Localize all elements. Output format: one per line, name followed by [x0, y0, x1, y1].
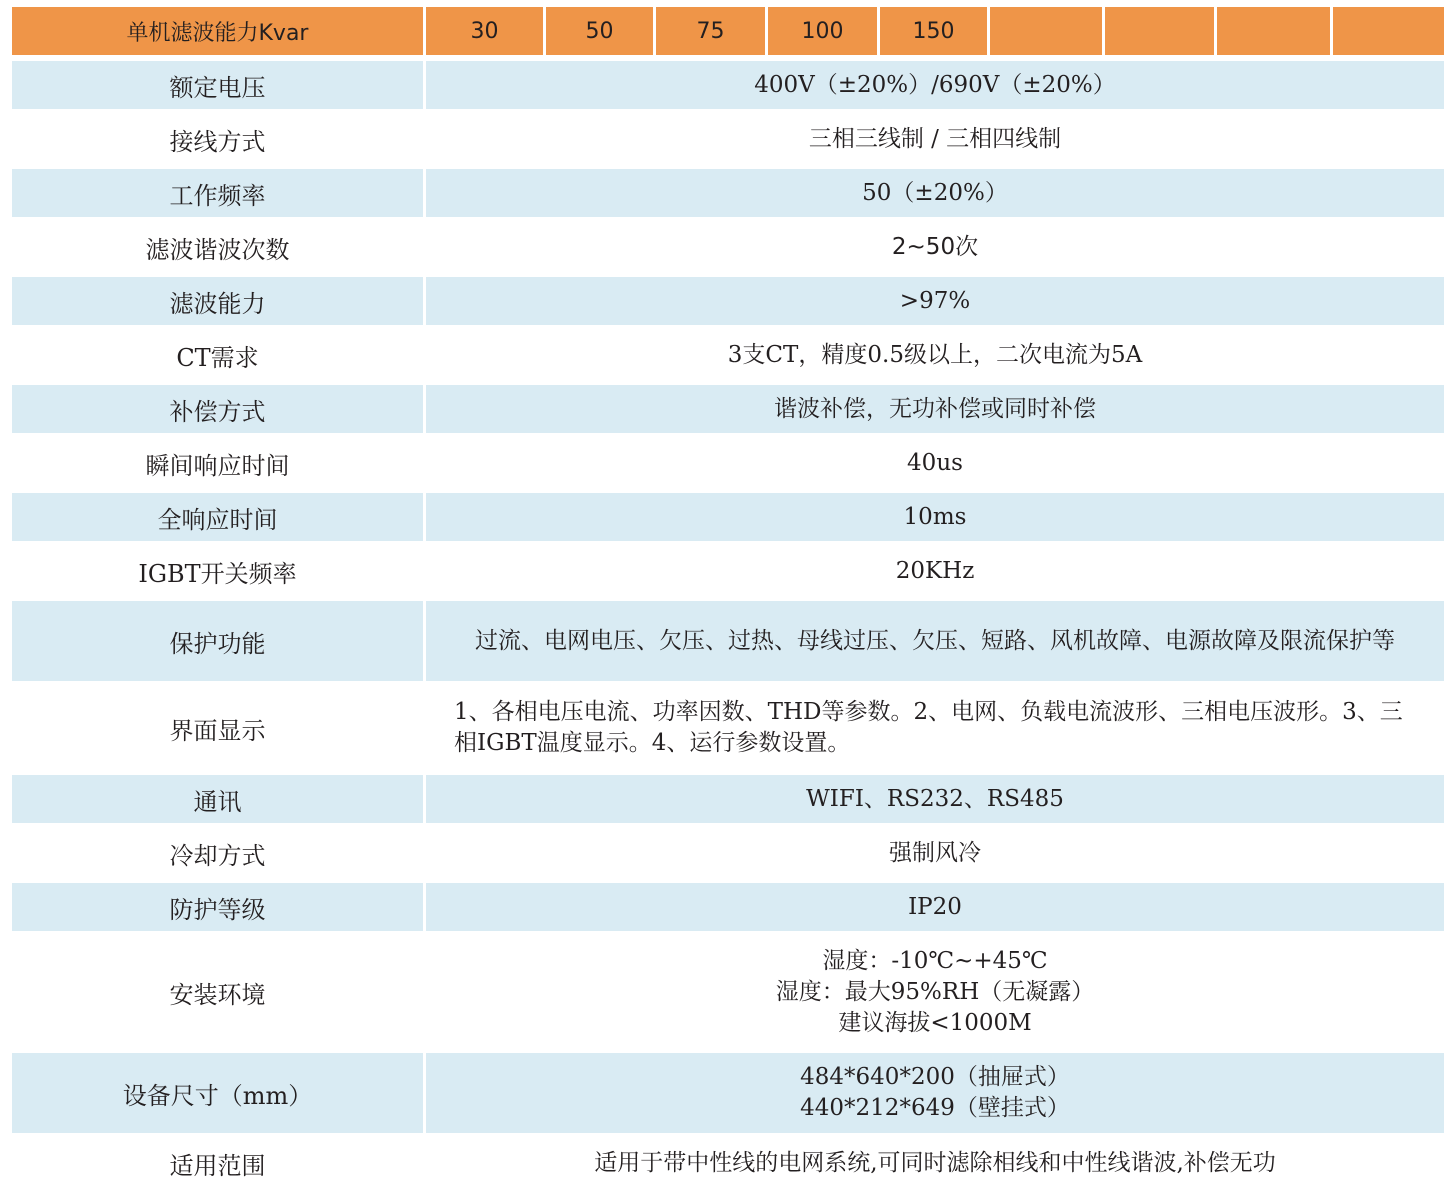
- spec-value: 2~50次: [891, 233, 979, 260]
- spec-row-filter-capability: [12, 277, 1444, 325]
- spec-label: 瞬间响应时间: [145, 451, 290, 480]
- spec-value: 湿度：-10℃~+45℃ 湿度：最大95%RH（无凝露） 建议海拔<1000M: [775, 947, 1095, 1036]
- spec-value: >97%: [426, 277, 1444, 325]
- capacity-cell: [990, 7, 1102, 55]
- spec-row-instant-response: [12, 439, 1444, 487]
- spec-value: IP20: [426, 883, 1444, 931]
- spec-row-ct: [12, 331, 1444, 379]
- spec-label: 全响应时间: [12, 493, 423, 541]
- capacity-cell: 50: [546, 7, 653, 55]
- spec-row-communication: [12, 775, 1444, 823]
- capacity-cell: 100: [768, 7, 877, 55]
- spec-row-cooling: [12, 829, 1444, 877]
- spec-row-igbt-frequency: [12, 547, 1444, 595]
- spec-label: 设备尺寸（mm）: [12, 1053, 423, 1133]
- spec-label: 通讯: [12, 775, 423, 823]
- spec-label: 额定电压: [12, 61, 423, 109]
- spec-label: 补偿方式: [12, 385, 423, 433]
- spec-row-environment: [12, 937, 1444, 1047]
- spec-row-rated-voltage: [12, 61, 1444, 109]
- capacity-cell: [1105, 7, 1214, 55]
- spec-value: 过流、电网电压、欠压、过热、母线过压、欠压、短路、风机故障、电源故障及限流保护等: [426, 601, 1444, 681]
- spec-row-compensation: [12, 385, 1444, 433]
- spec-label: 接线方式: [169, 127, 266, 156]
- spec-value: 400V（±20%）/690V（±20%）: [426, 61, 1444, 109]
- spec-value: 适用于带中性线的电网系统,可同时滤除相线和中性线谐波,补偿无功: [594, 1149, 1276, 1176]
- capacity-cell: [1333, 7, 1444, 55]
- spec-value: 20KHz: [895, 557, 975, 584]
- spec-value: 强制风冷: [889, 839, 981, 866]
- spec-label: 防护等级: [12, 883, 423, 931]
- spec-row-application: [12, 1139, 1444, 1187]
- spec-label: 安装环境: [169, 980, 266, 1009]
- capacity-cell: 75: [656, 7, 765, 55]
- spec-label: 滤波谐波次数: [145, 235, 290, 264]
- spec-row-dimensions: [12, 1053, 1444, 1133]
- spec-label: 界面显示: [169, 716, 266, 745]
- spec-value: 1、各相电压电流、功率因数、THD等参数。2、电网、负载电流波形、三相电压波形。3、三相IGBT温度显示。4、运行参数设置。: [454, 699, 1403, 756]
- spec-label: 适用范围: [169, 1151, 266, 1180]
- header-row: [12, 7, 1444, 55]
- spec-value: 3支CT，精度0.5级以上，二次电流为5A: [727, 341, 1143, 368]
- spec-table: [12, 7, 1444, 1187]
- spec-row-wiring: [12, 115, 1444, 163]
- spec-value: 50（±20%）: [426, 169, 1444, 217]
- spec-value: 484*640*200（抽屉式） 440*212*649（壁挂式）: [426, 1053, 1444, 1133]
- spec-label: CT需求: [176, 343, 259, 372]
- spec-label: 滤波能力: [12, 277, 423, 325]
- spec-row-harmonic-orders: [12, 223, 1444, 271]
- spec-value: 谐波补偿，无功补偿或同时补偿: [426, 385, 1444, 433]
- spec-label: 冷却方式: [169, 841, 266, 870]
- spec-row-full-response: [12, 493, 1444, 541]
- spec-row-display: [12, 687, 1444, 769]
- spec-label: IGBT开关频率: [138, 559, 297, 588]
- spec-label: 工作频率: [12, 169, 423, 217]
- spec-row-frequency: [12, 169, 1444, 217]
- spec-row-protection: [12, 601, 1444, 681]
- capacity-cell: 30: [426, 7, 543, 55]
- spec-row-ip-rating: [12, 883, 1444, 931]
- capacity-cell: [1217, 7, 1330, 55]
- spec-label: 保护功能: [12, 601, 423, 681]
- spec-value: WIFI、RS232、RS485: [426, 775, 1444, 823]
- spec-value: 10ms: [426, 493, 1444, 541]
- header-label: 单机滤波能力Kvar: [12, 7, 423, 55]
- spec-value: 三相三线制 / 三相四线制: [808, 125, 1062, 152]
- capacity-cell: 150: [880, 7, 987, 55]
- spec-value: 40us: [907, 449, 963, 476]
